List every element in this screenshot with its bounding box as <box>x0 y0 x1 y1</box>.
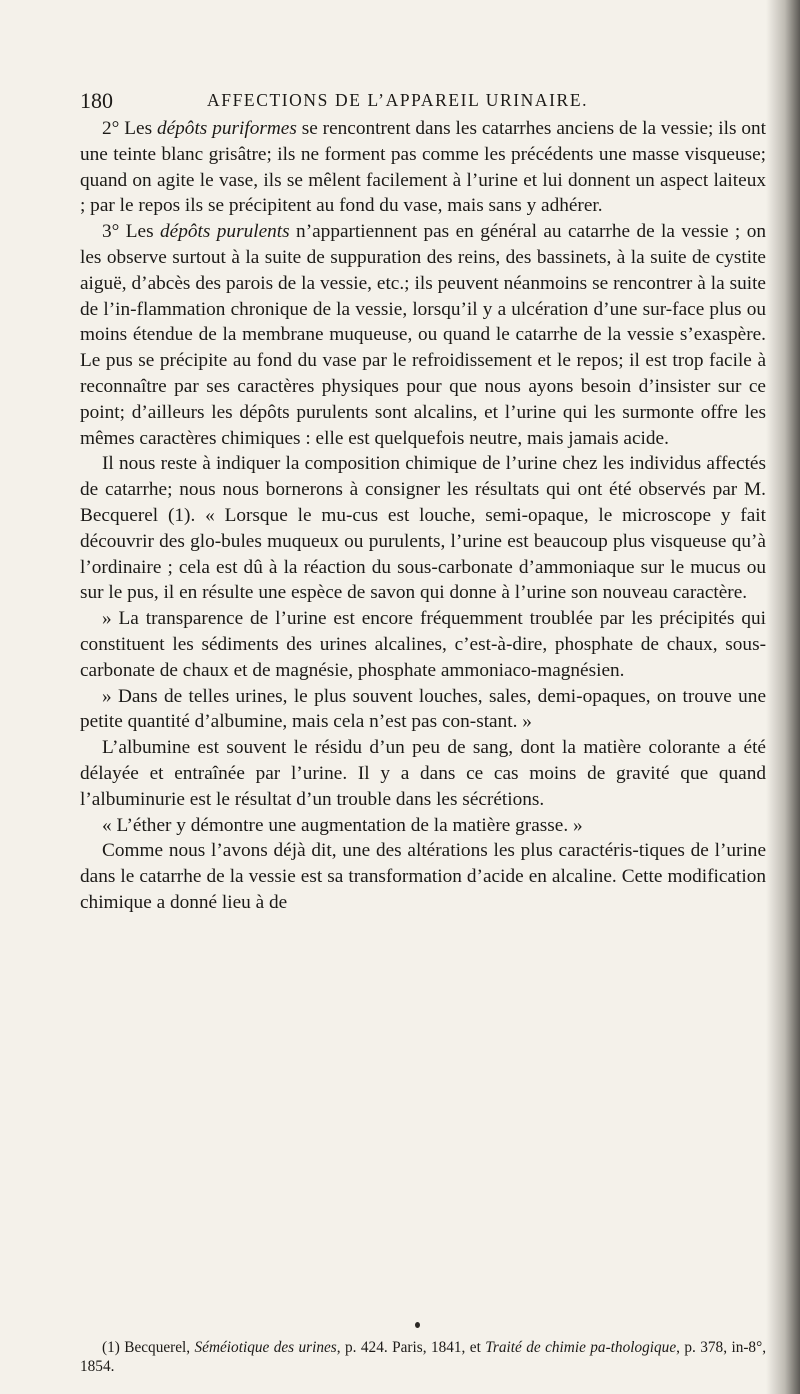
page-edge-shadow <box>766 0 800 1394</box>
paragraph-depots-purulents: 3° Les dépôts purulents n’appartiennent pas en général au catarrhe de la vessie ; on les observe surtout à la suite de suppuration des reins, des bassinets, à la suite de cystite aiguë, d’abcès des parois de la vessie, etc.; ils peuvent néanmoins se rencontrer à la suite de l’in-flammation chronique de la vessie, lorsqu’il y a ulcération d’une sur-face plus ou moins étendue de la membrane muqueuse, ou quand le catarrhe de la vessie s’exaspère. Le pus se précipite au fond du vase par le refroidissement et le repos; il est trop facile à reconnaître par ses caractères physiques pour que nous ayons besoin d’insister sur ce point; d’ailleurs les dépôts purulents sont alcalins, et l’urine qui les surmonte offre les mêmes caractères chimiques : elle est quelquefois neutre, mais jamais acide. <box>80 221 766 449</box>
body-text <box>80 116 766 916</box>
paragraph-transparence: » La transparence de l’urine est encore fréquemment troublée par les précipités qui constituent les sédiments des urines alcalines, c’est-à-dire, phosphate de chaux, sous-carbonate de chaux et de magnésie, phosphate ammoniaco-magnésien. <box>80 608 766 681</box>
running-head: AFFECTIONS DE L’APPAREIL URINAIRE. <box>207 90 589 110</box>
page-header <box>80 88 720 118</box>
paragraph-alterations: Comme nous l’avons déjà dit, une des altérations les plus caractéris-tiques de l’urine dans le catarrhe de la vessie est sa transformation d’acide en alcaline. Cette modification chimique a donné lieu à de <box>80 840 766 913</box>
footnote-1: (1) Becquerel, Séméiotique des urines, p. 424. Paris, 1841, et Traité de chimie pa-thologique, p. 378, in-8°, 1854. <box>80 1339 767 1375</box>
paragraph-composition-chimique: Il nous reste à indiquer la composition chimique de l’urine chez les individus affectés de catarrhe; nous nous bornerons à consigner les résultats qui ont été observés par M. Becquerel (1). « Lorsque le mu-cus est louche, semi-opaque, le microscope y fait découvrir des glo-bules muqueux ou purulents, l’urine est beaucoup plus visqueuse qu’à l’ordinaire ; cela est dû à la réaction du sous-carbonate d’ammoniaque sur le mucus ou sur le pus, il en résulte une espèce de savon qui donne à l’urine son nouveau caractère. <box>80 453 766 604</box>
paragraph-ether: « L’éther y démontre une augmentation de la matière grasse. » <box>102 814 583 836</box>
footnotes <box>80 1338 766 1376</box>
paragraph-depots-puriformes: 2° Les dépôts puriformes se rencontrent dans les catarrhes anciens de la vessie; ils ont une teinte blanc grisâtre; ils ne forment pas comme les précédents une masse visqueuse; quand on agite le vase, ils se mêlent facilement à l’urine et lui donnent un aspect laiteux ; par le repos ils se précipitent au fond du vase, mais sans y adhérer. <box>80 118 766 217</box>
paragraph-albumine-urines: » Dans de telles urines, le plus souvent louches, sales, demi-opaques, on trouve une petite quantité d’albumine, mais cela n’est pas con-stant. » <box>80 685 766 733</box>
paragraph-albumine-sang: L’albumine est souvent le résidu d’un peu de sang, dont la matière colorante a été délayée et entraînée par l’urine. Il y a dans ce cas moins de gravité que quand l’albuminurie est le résultat d’un trouble dans les sécrétions. <box>80 737 766 810</box>
ink-dot <box>415 1322 420 1328</box>
page-number: 180 <box>80 88 113 113</box>
